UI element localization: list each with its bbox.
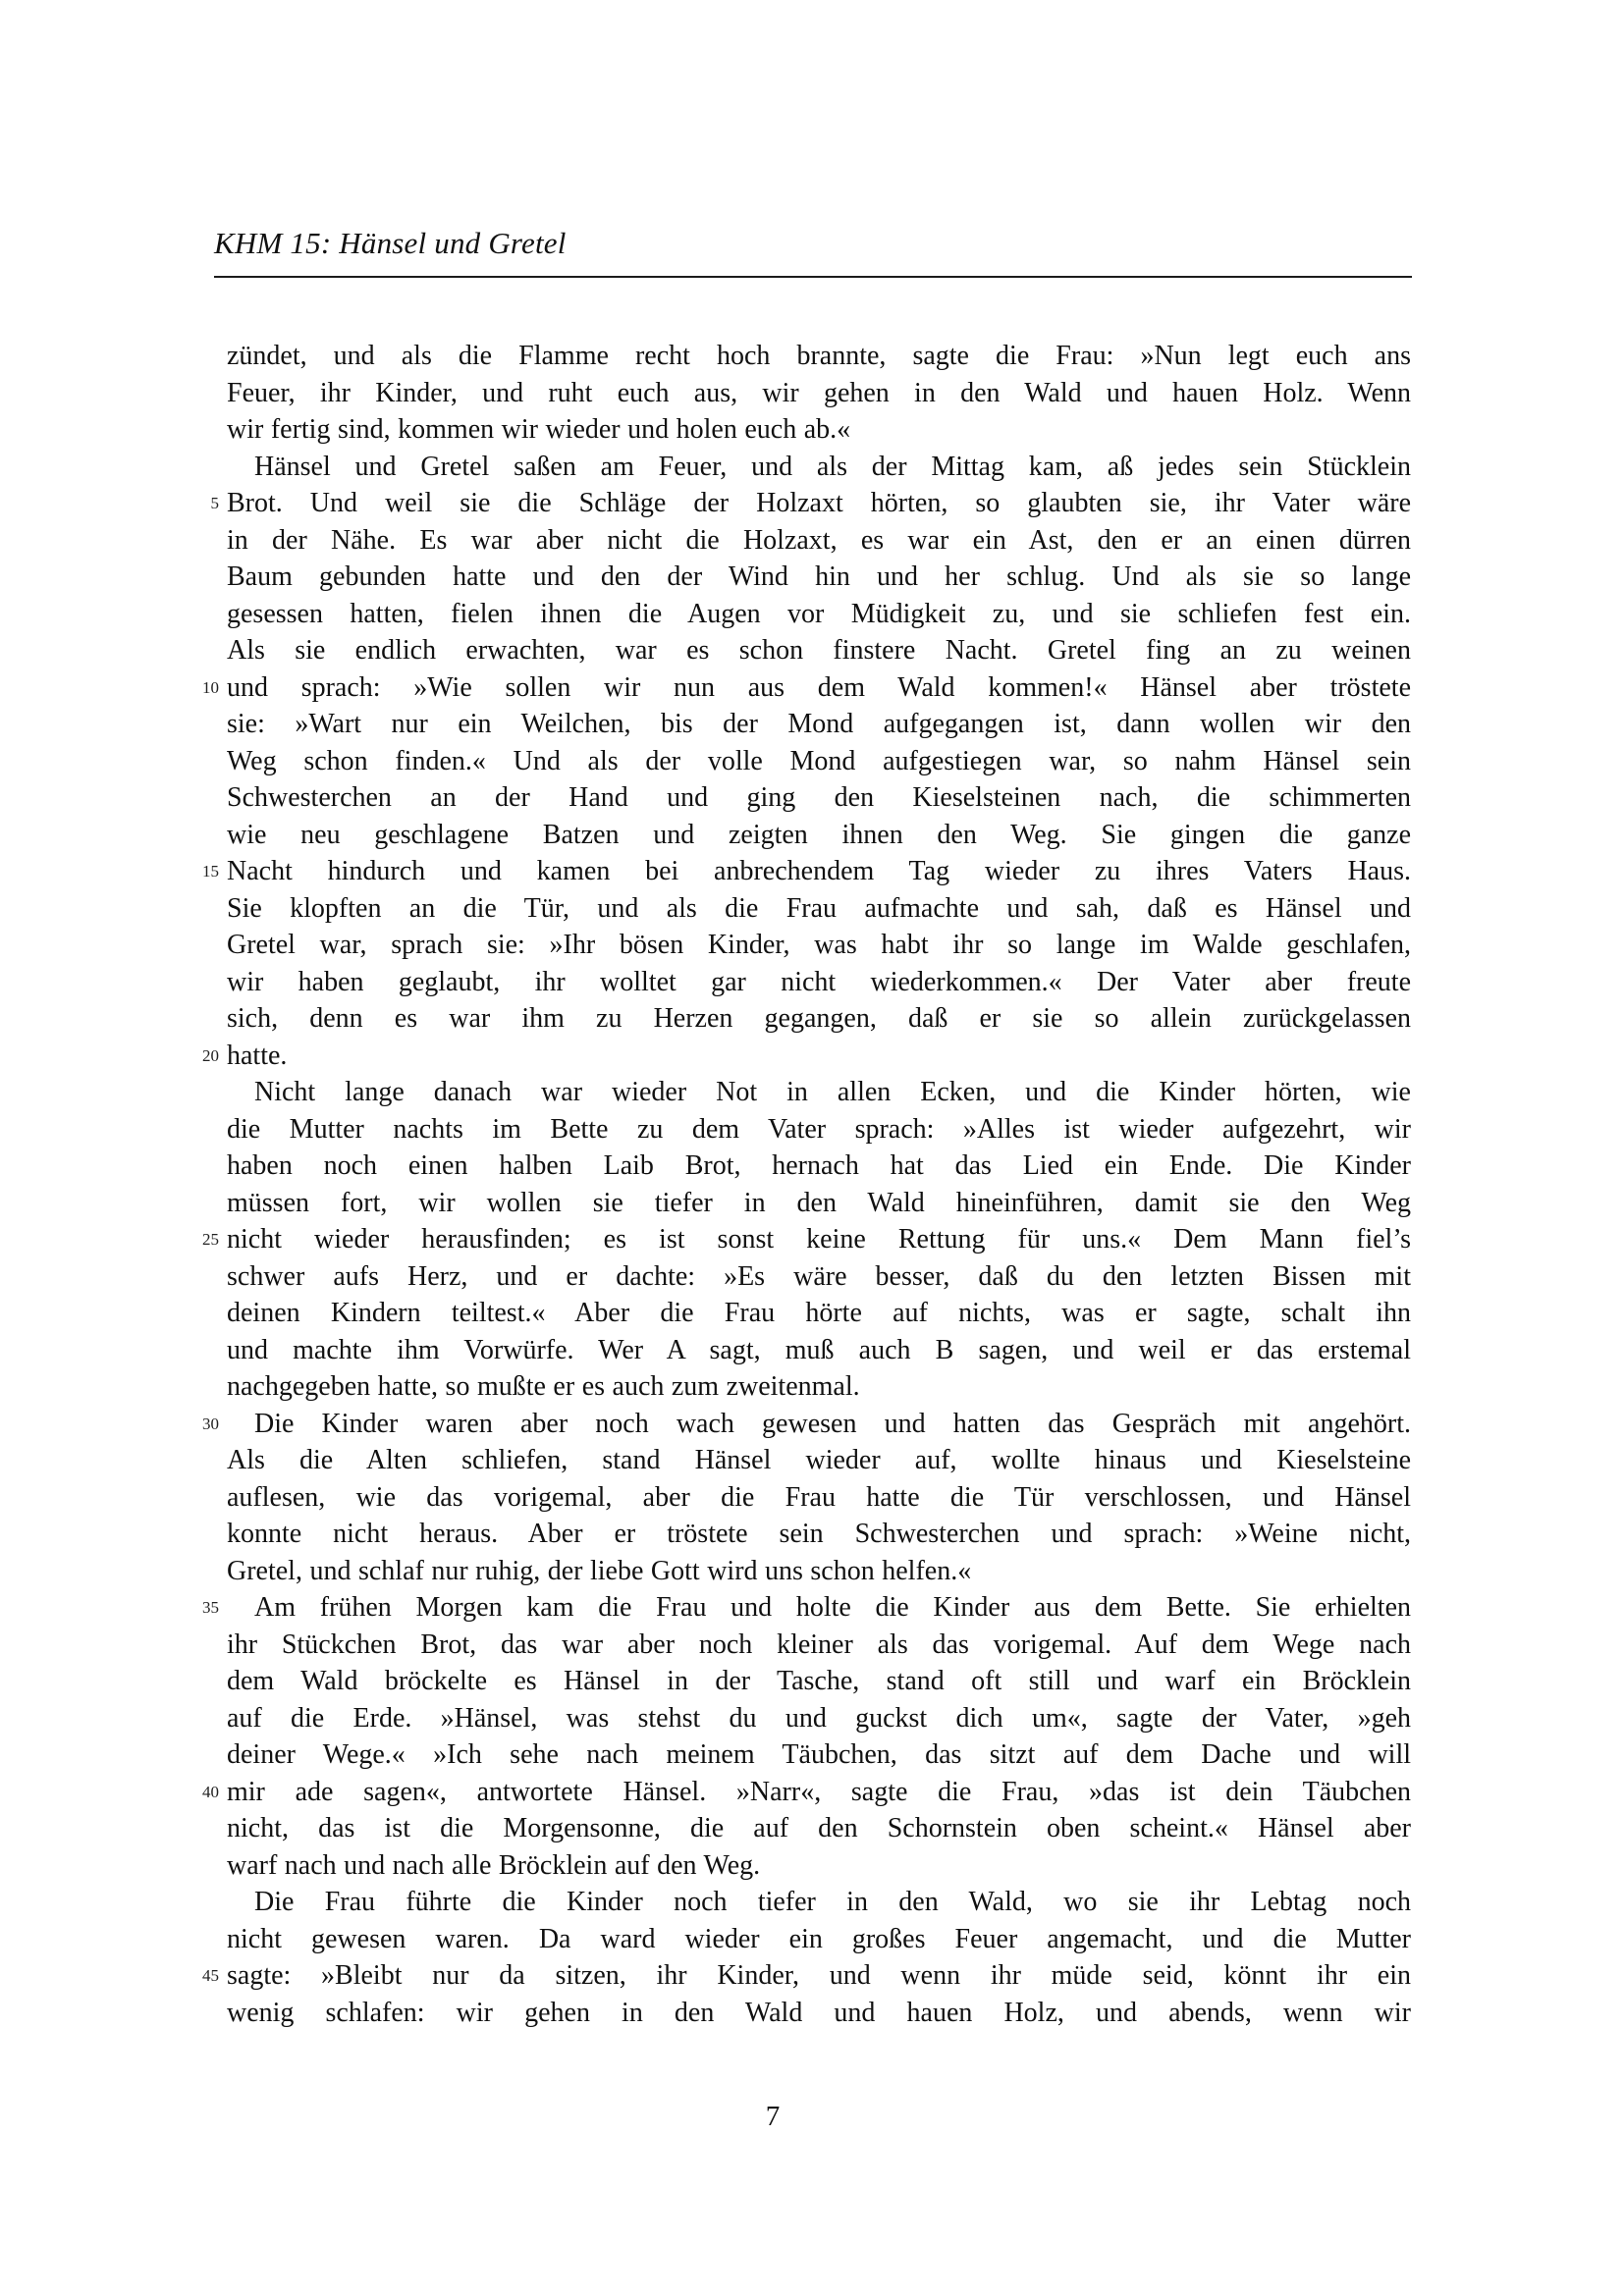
text-line — [227, 1148, 1411, 1185]
line-text: in der Nähe. Es war aber nicht die Holzaxt, es war ein Ast, den er an einen dürren — [227, 524, 1411, 556]
line-text: Die Kinder waren aber noch wach gewesen und hatten das Gespräch mit angehört. — [254, 1408, 1411, 1439]
text-line — [202, 1221, 1411, 1258]
text-line — [202, 1589, 1411, 1627]
line-text: Feuer, ihr Kinder, und ruht euch aus, wir gehen in den Wald und hauen Holz. Wenn — [227, 377, 1411, 408]
line-text: sie: »Wart nur ein Weilchen, bis der Mond aufgegangen ist, dann wollen wir den — [227, 709, 1411, 739]
text-line — [227, 1295, 1411, 1332]
line-text: Hänsel und Gretel saßen am Feuer, und als der Mittag kam, aß jedes sein Stücklein — [254, 451, 1411, 482]
margin-line-number: 15 — [202, 862, 219, 881]
text-line — [227, 1884, 1411, 1921]
text-line — [210, 485, 1411, 522]
line-text: wenig schlafen: wir gehen in den Wald und hauen Holz, und abends, wenn wir — [227, 1997, 1411, 2028]
line-text: nicht wieder herausfinden; es ist sonst keine Rettung für uns.« Dem Mann fiel’s — [227, 1224, 1411, 1255]
text-line — [227, 706, 1411, 743]
margin-line-number: 10 — [202, 677, 219, 697]
line-text: Gretel, und schlaf nur ruhig, der liebe Gott wird uns schon helfen.« — [227, 1555, 972, 1586]
line-text: auflesen, wie das vorigemal, aber die Frau hatte die Tür verschlossen, und Hänsel — [227, 1481, 1411, 1513]
line-text: und machte ihm Vorwürfe. Wer A sagt, muß auch B sagen, und weil er das erstemal — [227, 1334, 1411, 1365]
text-line — [227, 927, 1411, 964]
line-text: Sie klopften an die Tür, und als die Frau aufmachte und sah, daß es Hänsel und — [227, 892, 1411, 924]
line-text: Als sie endlich erwachten, war es schon finstere Nacht. Gretel fing an zu weinen — [227, 635, 1411, 666]
text-line — [227, 1332, 1411, 1369]
line-text: ihr Stückchen Brot, das war aber noch kleiner als das vorigemal. Auf dem Wege nach — [227, 1629, 1411, 1660]
line-text: und sprach: »Wie sollen wir nun aus dem Wald kommen!« Hänsel aber tröstete — [227, 671, 1411, 703]
line-text: deinen Kindern teiltest.« Aber die Frau hörte auf nichts, was er sagte, schalt ihn — [227, 1298, 1411, 1328]
line-text: sich, denn es war ihm zu Herzen gegangen, daß er sie so allein zurückgelassen — [227, 1003, 1411, 1034]
text-line — [227, 1442, 1411, 1479]
line-text: die Mutter nachts im Bette zu dem Vater sprach: »Alles ist wieder aufgezehrt, wir — [227, 1113, 1411, 1145]
text-line — [202, 1038, 1411, 1075]
text-line — [227, 1921, 1411, 1958]
margin-line-number: 5 — [210, 494, 219, 512]
margin-line-number: 20 — [202, 1045, 219, 1065]
text-line — [227, 559, 1411, 596]
body-text-block — [202, 338, 1411, 2031]
text-line — [227, 1000, 1411, 1038]
text-line — [227, 1368, 1411, 1406]
line-text: warf nach und nach alle Bröcklein auf den Weg. — [227, 1849, 761, 1881]
text-line — [202, 1406, 1411, 1443]
line-text: konnte nicht heraus. Aber er tröstete sein Schwesterchen und sprach: »Weine nicht, — [227, 1519, 1411, 1549]
text-line — [227, 1516, 1411, 1553]
line-text: Die Frau führte die Kinder noch tiefer in den Wald, wo sie ihr Lebtag noch — [254, 1887, 1411, 1917]
line-text: Schwesterchen an der Hand und ging den Kieselsteinen nach, die schimmerten — [227, 782, 1411, 813]
text-line — [227, 596, 1411, 633]
text-line — [227, 449, 1411, 486]
line-text: nicht, das ist die Morgensonne, die auf den Schornstein oben scheint.« Hänsel aber — [227, 1813, 1411, 1843]
text-line — [227, 817, 1411, 854]
text-line — [227, 1111, 1411, 1148]
line-text: haben noch einen halben Laib Brot, hernach hat das Lied ein Ende. Die Kinder — [227, 1150, 1411, 1181]
text-line — [227, 338, 1411, 375]
line-text: wie neu geschlagene Batzen und zeigten ihnen den Weg. Sie gingen die ganze — [227, 819, 1411, 850]
line-text: müssen fort, wir wollen sie tiefer in den Wald hineinführen, damit sie den Weg — [227, 1187, 1411, 1218]
line-text: deiner Wege.« »Ich sehe nach meinem Täubchen, das sitzt auf dem Dache und will — [227, 1739, 1411, 1770]
text-line — [227, 522, 1411, 560]
line-text: hatte. — [227, 1040, 288, 1071]
text-line — [227, 375, 1411, 412]
text-line — [227, 1627, 1411, 1664]
text-line — [227, 1479, 1411, 1517]
line-text: Weg schon finden.« Und als der volle Mond aufgestiegen war, so nahm Hänsel sein — [227, 745, 1411, 776]
text-line — [227, 1074, 1411, 1111]
text-line — [227, 1847, 1411, 1885]
line-text: Nicht lange danach war wieder Not in allen Ecken, und die Kinder hörten, wie — [254, 1077, 1411, 1107]
line-text: mir ade sagen«, antwortete Hänsel. »Narr«, sagte die Frau, »das ist dein Täubchen — [227, 1776, 1411, 1807]
line-text: gesessen hatten, fielen ihnen die Augen vor Müdigkeit zu, und sie schliefen fest ein. — [227, 598, 1411, 629]
running-header-title: KHM 15: Hänsel und Gretel — [214, 226, 567, 260]
text-line — [227, 743, 1411, 780]
header-rule — [214, 276, 1412, 278]
text-line — [202, 1774, 1411, 1811]
text-line — [202, 853, 1411, 890]
line-text: Nacht hindurch und kamen bei anbrechendem Tag wieder zu ihres Vaters Haus. — [227, 856, 1411, 886]
line-text: nicht gewesen waren. Da ward wieder ein großes Feuer angemacht, und die Mutter — [227, 1923, 1411, 1954]
text-line — [227, 779, 1411, 817]
text-line — [227, 1700, 1411, 1737]
line-text: dem Wald bröckelte es Hänsel in der Tasche, stand oft still und warf ein Bröcklein — [227, 1666, 1411, 1696]
line-text: wir haben geglaubt, ihr wolltet gar nicht wiederkommen.« Der Vater aber freute — [227, 966, 1411, 997]
line-text: nachgegeben hatte, so mußte er es auch zum zweitenmal. — [227, 1371, 860, 1402]
text-line — [227, 411, 1411, 449]
text-line — [202, 1957, 1411, 1995]
text-line — [227, 1258, 1411, 1296]
margin-line-number: 40 — [202, 1782, 219, 1801]
page-number: 7 — [765, 2101, 781, 2132]
text-line — [227, 1995, 1411, 2032]
margin-line-number: 25 — [202, 1230, 219, 1249]
text-line — [227, 1663, 1411, 1700]
line-text: Am frühen Morgen kam die Frau und holte die Kinder aus dem Bette. Sie erhielten — [254, 1592, 1411, 1623]
margin-line-number: 45 — [202, 1966, 219, 1985]
line-text: Baum gebunden hatte und den der Wind hin und her schlug. Und als sie so lange — [227, 561, 1411, 592]
text-line — [227, 964, 1411, 1001]
text-line — [227, 1736, 1411, 1774]
line-text: Als die Alten schliefen, stand Hänsel wieder auf, wollte hinaus und Kieselsteine — [227, 1445, 1411, 1475]
line-text: schwer aufs Herz, und er dachte: »Es wäre besser, daß du den letzten Bissen mit — [227, 1260, 1411, 1292]
line-text: Brot. Und weil sie die Schläge der Holzaxt hörten, so glaubten sie, ihr Vater wäre — [227, 488, 1411, 518]
line-text: wir fertig sind, kommen wir wieder und holen euch ab.« — [227, 414, 851, 445]
line-text: auf die Erde. »Hänsel, was stehst du und guckst dich um«, sagte der Vater, »geh — [227, 1702, 1411, 1734]
line-text: sagte: »Bleibt nur da sitzen, ihr Kinder, und wenn ihr müde seid, könnt ihr ein — [227, 1960, 1411, 1991]
margin-line-number: 30 — [202, 1414, 219, 1433]
text-line — [227, 1553, 1411, 1590]
text-line — [227, 1185, 1411, 1222]
line-text: Gretel war, sprach sie: »Ihr bösen Kinder, was habt ihr so lange im Walde geschlafen, — [227, 930, 1411, 960]
text-line — [227, 1810, 1411, 1847]
line-text: zündet, und als die Flamme recht hoch brannte, sagte die Frau: »Nun legt euch ans — [227, 341, 1411, 371]
text-line — [227, 890, 1411, 928]
text-line — [202, 669, 1411, 707]
margin-line-number: 35 — [202, 1598, 219, 1617]
text-line — [227, 632, 1411, 669]
